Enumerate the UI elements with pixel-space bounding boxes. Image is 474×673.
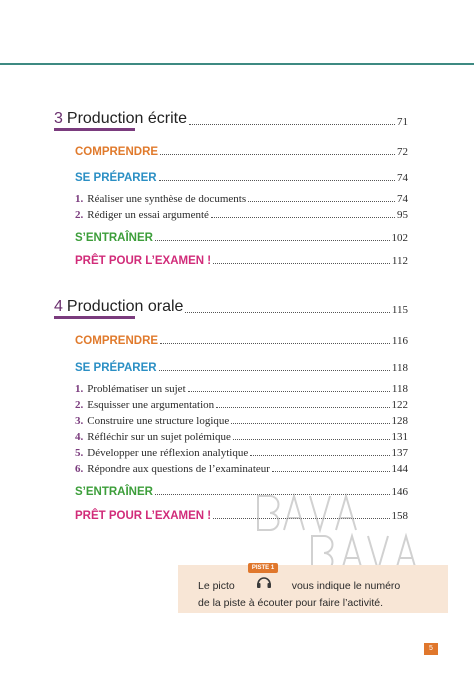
section-label: SE PRÉPARER: [75, 362, 157, 374]
section-label: PRÊT POUR L’EXAMEN !: [75, 510, 212, 522]
toc-comprendre-4[interactable]: [75, 333, 408, 347]
item-number: 2.: [75, 209, 84, 221]
item-label: Esquisser une argumentation: [87, 399, 215, 411]
leader-dots: [248, 201, 395, 202]
part-3-heading[interactable]: [54, 108, 408, 128]
page-ref: 116: [391, 335, 408, 347]
item-label: Réaliser une synthèse de documents: [87, 193, 247, 205]
part-number: 3: [54, 110, 63, 127]
note-text: [198, 578, 438, 612]
item-label: Réfléchir sur un sujet polémique: [87, 431, 231, 443]
leader-dots: [233, 439, 390, 440]
page-ref: 146: [391, 486, 408, 498]
leader-dots: [272, 471, 390, 472]
toc-item[interactable]: [75, 429, 408, 443]
page-ref: 71: [397, 116, 408, 128]
page-ref: 102: [391, 232, 408, 244]
leader-dots: [231, 423, 389, 424]
leader-dots: [185, 312, 389, 313]
page-ref: 122: [391, 399, 408, 411]
item-number: 4.: [75, 431, 84, 443]
item-number: 1.: [75, 193, 84, 205]
section-label: COMPRENDRE: [75, 146, 159, 158]
leader-dots: [159, 370, 390, 371]
leader-dots: [216, 407, 389, 408]
note-text-start: Le picto: [198, 580, 235, 592]
toc-item[interactable]: [75, 191, 408, 205]
page-ref: 158: [391, 510, 408, 522]
item-label: Problématiser un sujet: [87, 383, 186, 395]
piste-badge: PISTE 1: [248, 563, 278, 573]
section-label: COMPRENDRE: [75, 335, 159, 347]
leader-dots: [160, 154, 395, 155]
leader-dots: [160, 343, 390, 344]
toc-pret-examen-3[interactable]: [75, 253, 408, 267]
item-label: Rédiger un essai argumenté: [87, 209, 209, 221]
section-label: S’ENTRAÎNER: [75, 486, 153, 498]
page-ref: 118: [391, 383, 408, 395]
leader-dots: [189, 124, 395, 125]
note-text-line2: de la piste à écouter pour faire l’activité.: [198, 597, 384, 609]
part-underline: [54, 316, 135, 319]
part-4-heading[interactable]: [54, 296, 408, 316]
toc-sentrainer-3[interactable]: [75, 230, 408, 244]
item-number: 6.: [75, 463, 84, 475]
page-ref: 118: [391, 362, 408, 374]
item-label: Répondre aux questions de l’examinateur: [87, 463, 270, 475]
note-text-end: vous indique le numéro: [291, 580, 401, 592]
item-number: 1.: [75, 383, 84, 395]
leader-dots: [250, 455, 389, 456]
item-number: 5.: [75, 447, 84, 459]
page-ref: 144: [391, 463, 408, 475]
section-label: PRÊT POUR L’EXAMEN !: [75, 255, 212, 267]
toc-se-preparer-3[interactable]: [75, 170, 408, 184]
part-title: Production écrite: [66, 110, 187, 127]
leader-dots: [188, 391, 390, 392]
page-ref: 74: [397, 172, 408, 184]
item-label: Construire une structure logique: [87, 415, 230, 427]
top-divider: [0, 63, 474, 65]
leader-dots: [159, 180, 395, 181]
item-label: Développer une réflexion analytique: [87, 447, 249, 459]
page-ref: 72: [397, 146, 408, 158]
page-ref: 112: [391, 255, 408, 267]
section-label: S’ENTRAÎNER: [75, 232, 153, 244]
leader-dots: [155, 240, 390, 241]
toc-item[interactable]: [75, 397, 408, 411]
page-ref: 115: [391, 304, 408, 316]
toc-item[interactable]: [75, 207, 408, 221]
toc-item[interactable]: [75, 461, 408, 475]
page-ref: 131: [391, 431, 408, 443]
toc-comprendre-3[interactable]: [75, 144, 408, 158]
part-title: Production orale: [66, 298, 184, 315]
leader-dots: [211, 217, 395, 218]
toc-se-preparer-4[interactable]: [75, 360, 408, 374]
page-ref: 74: [397, 193, 408, 205]
item-number: 2.: [75, 399, 84, 411]
leader-dots: [213, 263, 390, 264]
page-ref: 128: [391, 415, 408, 427]
toc-item[interactable]: [75, 413, 408, 427]
page-ref: 95: [397, 209, 408, 221]
item-number: 3.: [75, 415, 84, 427]
section-label: SE PRÉPARER: [75, 172, 157, 184]
toc-item[interactable]: [75, 445, 408, 459]
part-number: 4: [54, 298, 63, 315]
toc-item[interactable]: [75, 381, 408, 395]
part-underline: [54, 128, 135, 131]
page-ref: 137: [391, 447, 408, 459]
page-number: 5: [424, 643, 438, 655]
